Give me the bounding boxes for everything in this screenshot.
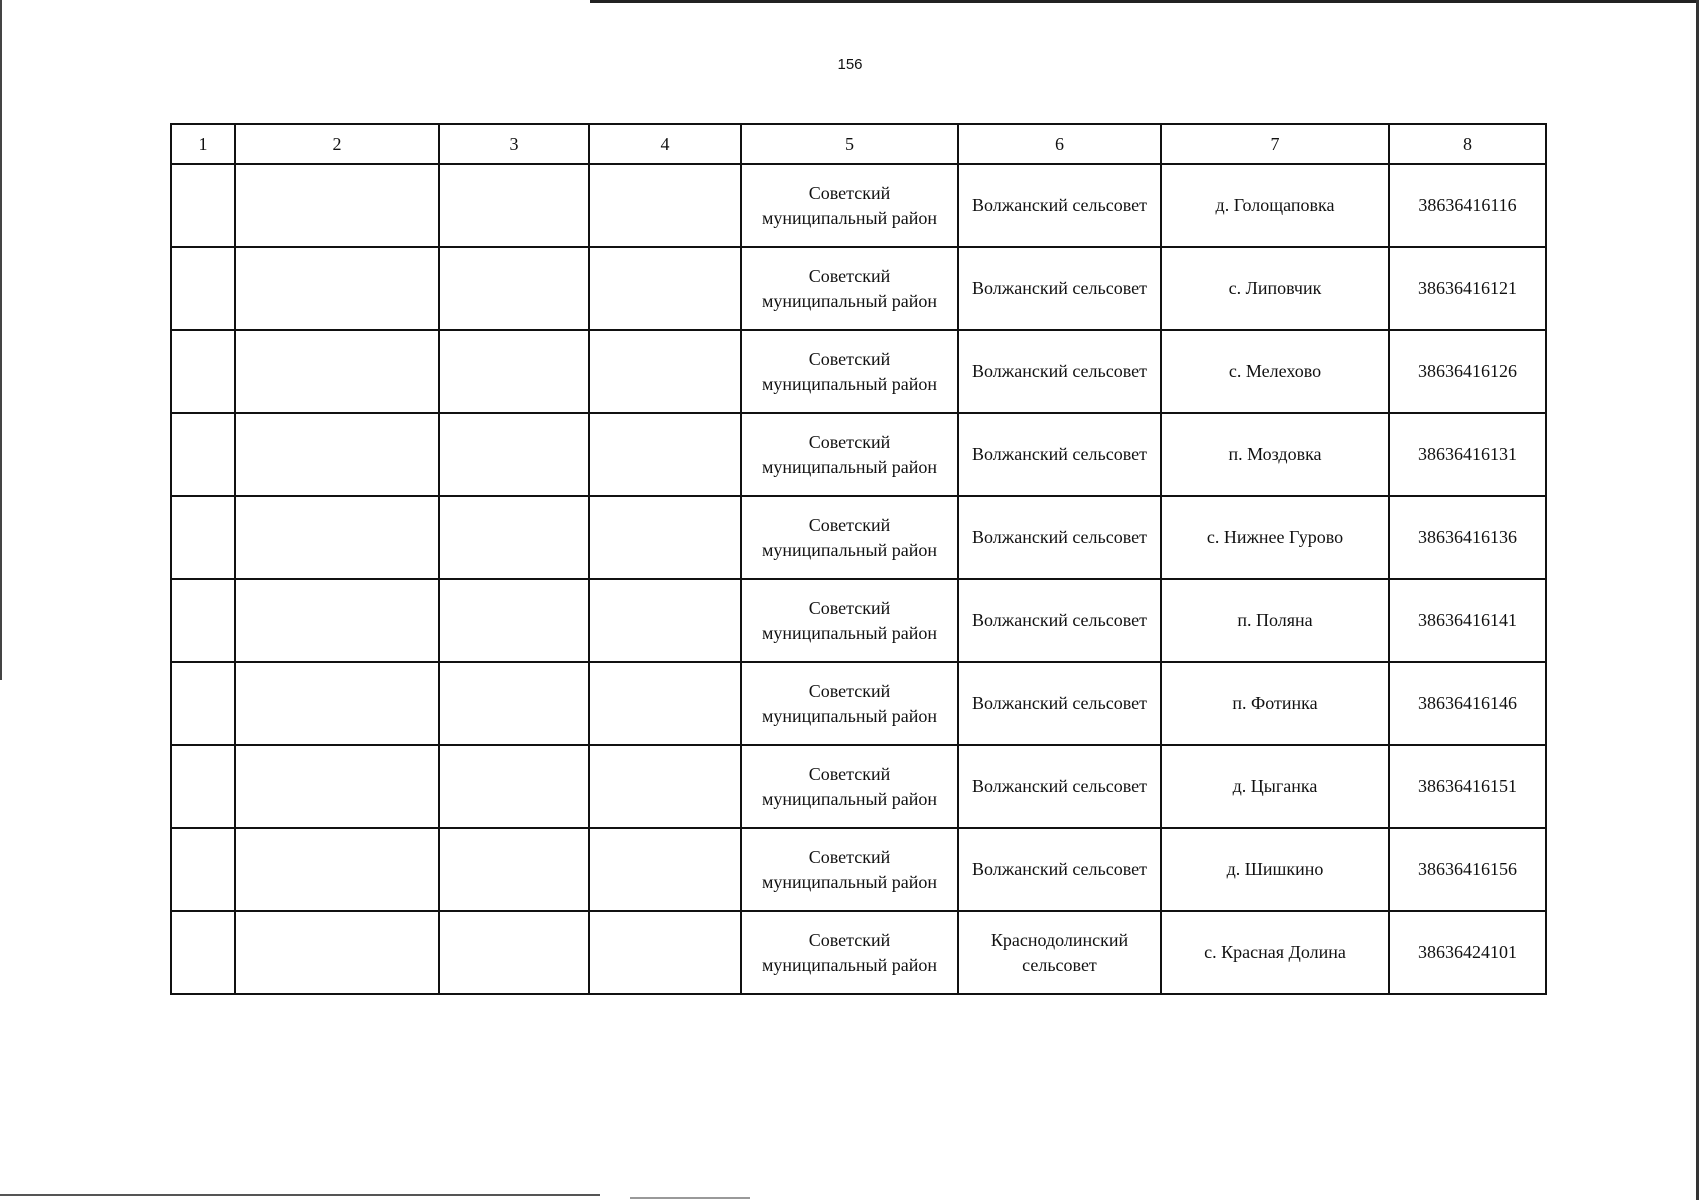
- cell-oktmo-code: 38636416136: [1389, 496, 1546, 579]
- cell-district-line: Советский: [808, 763, 891, 784]
- table-row: [171, 828, 1546, 911]
- cell-col-3: [439, 247, 589, 330]
- scan-edge-bottom-fragment: [630, 1197, 750, 1199]
- cell-district: [741, 828, 958, 911]
- table-row: [171, 247, 1546, 330]
- cell-settlement: [958, 911, 1161, 994]
- cell-col-2: [235, 745, 439, 828]
- cell-district-line: Советский: [808, 929, 891, 950]
- cell-district-line: муниципальный район: [761, 871, 937, 892]
- cell-settlement-line: Волжанский сельсовет: [972, 444, 1147, 464]
- cell-district: [741, 745, 958, 828]
- column-header: 3: [439, 124, 589, 164]
- cell-col-4: [589, 911, 741, 994]
- cell-col-1: [171, 828, 235, 911]
- cell-col-3: [439, 579, 589, 662]
- cell-col-1: [171, 496, 235, 579]
- cell-col-4: [589, 330, 741, 413]
- cell-col-2: [235, 164, 439, 247]
- cell-district-line: муниципальный район: [761, 705, 937, 726]
- cell-col-4: [589, 164, 741, 247]
- cell-oktmo-code: 38636416141: [1389, 579, 1546, 662]
- table-row: [171, 662, 1546, 745]
- cell-oktmo-code: 38636416156: [1389, 828, 1546, 911]
- cell-locality: с. Мелехово: [1161, 330, 1389, 413]
- cell-district-line: Советский: [808, 431, 891, 452]
- cell-settlement-line: Волжанский сельсовет: [972, 859, 1147, 879]
- cell-district: [741, 662, 958, 745]
- cell-district-line: Советский: [808, 514, 891, 535]
- cell-col-1: [171, 164, 235, 247]
- cell-col-2: [235, 330, 439, 413]
- cell-settlement: [958, 413, 1161, 496]
- cell-locality: с. Липовчик: [1161, 247, 1389, 330]
- cell-settlement: [958, 330, 1161, 413]
- cell-district-line: Советский: [808, 846, 891, 867]
- cell-oktmo-code: 38636416131: [1389, 413, 1546, 496]
- cell-settlement: [958, 164, 1161, 247]
- cell-col-2: [235, 662, 439, 745]
- cell-district-line: муниципальный район: [761, 290, 937, 311]
- cell-district: [741, 579, 958, 662]
- cell-locality: д. Голощаповка: [1161, 164, 1389, 247]
- cell-oktmo-code: 38636424101: [1389, 911, 1546, 994]
- cell-col-3: [439, 164, 589, 247]
- cell-district-line: муниципальный район: [761, 456, 937, 477]
- column-header: 5: [741, 124, 958, 164]
- cell-settlement-line: Волжанский сельсовет: [972, 776, 1147, 796]
- cell-settlement: [958, 662, 1161, 745]
- column-header: 2: [235, 124, 439, 164]
- cell-col-1: [171, 330, 235, 413]
- cell-district: [741, 911, 958, 994]
- cell-locality: с. Нижнее Гурово: [1161, 496, 1389, 579]
- table-body: [171, 164, 1546, 994]
- cell-district: [741, 330, 958, 413]
- cell-district-line: Советский: [808, 182, 891, 203]
- cell-district-line: муниципальный район: [761, 539, 937, 560]
- cell-settlement-line: Краснодолинский: [990, 929, 1129, 950]
- cell-settlement-line: Волжанский сельсовет: [972, 195, 1147, 215]
- registry-table: [170, 123, 1547, 995]
- cell-col-3: [439, 745, 589, 828]
- table-row: [171, 911, 1546, 994]
- cell-settlement-line: сельсовет: [1022, 954, 1097, 975]
- cell-col-1: [171, 413, 235, 496]
- cell-oktmo-code: 38636416151: [1389, 745, 1546, 828]
- table-row: [171, 496, 1546, 579]
- cell-col-1: [171, 911, 235, 994]
- cell-district-line: муниципальный район: [761, 788, 937, 809]
- cell-settlement: [958, 579, 1161, 662]
- cell-settlement: [958, 745, 1161, 828]
- cell-district-line: муниципальный район: [761, 373, 937, 394]
- cell-col-3: [439, 496, 589, 579]
- cell-settlement: [958, 828, 1161, 911]
- cell-settlement-line: Волжанский сельсовет: [972, 278, 1147, 298]
- column-number-row: [171, 124, 1546, 164]
- cell-settlement-line: Волжанский сельсовет: [972, 361, 1147, 381]
- cell-col-1: [171, 247, 235, 330]
- table-row: [171, 330, 1546, 413]
- column-header: 7: [1161, 124, 1389, 164]
- column-header: 6: [958, 124, 1161, 164]
- cell-oktmo-code: 38636416116: [1389, 164, 1546, 247]
- cell-locality: п. Фотинка: [1161, 662, 1389, 745]
- cell-settlement-line: Волжанский сельсовет: [972, 610, 1147, 630]
- cell-col-4: [589, 413, 741, 496]
- page-number: 156: [837, 56, 863, 73]
- cell-col-2: [235, 911, 439, 994]
- cell-settlement-line: Волжанский сельсовет: [972, 693, 1147, 713]
- cell-district-line: муниципальный район: [761, 622, 937, 643]
- cell-locality: с. Красная Долина: [1161, 911, 1389, 994]
- table-row: [171, 413, 1546, 496]
- cell-col-4: [589, 247, 741, 330]
- cell-district-line: Советский: [808, 597, 891, 618]
- table-row: [171, 164, 1546, 247]
- column-header: 1: [171, 124, 235, 164]
- cell-district-line: Советский: [808, 348, 891, 369]
- cell-col-4: [589, 579, 741, 662]
- cell-col-3: [439, 828, 589, 911]
- cell-oktmo-code: 38636416121: [1389, 247, 1546, 330]
- table-row: [171, 745, 1546, 828]
- cell-col-2: [235, 496, 439, 579]
- cell-locality: д. Шишкино: [1161, 828, 1389, 911]
- cell-col-2: [235, 413, 439, 496]
- column-header: 4: [589, 124, 741, 164]
- cell-settlement: [958, 247, 1161, 330]
- cell-col-1: [171, 579, 235, 662]
- cell-col-4: [589, 496, 741, 579]
- scan-edge-top: [590, 0, 1699, 3]
- cell-col-4: [589, 828, 741, 911]
- cell-col-2: [235, 247, 439, 330]
- table-row: [171, 579, 1546, 662]
- cell-district: [741, 496, 958, 579]
- scan-edge-left: [0, 0, 2, 680]
- cell-oktmo-code: 38636416126: [1389, 330, 1546, 413]
- cell-col-4: [589, 662, 741, 745]
- cell-col-1: [171, 662, 235, 745]
- cell-col-1: [171, 745, 235, 828]
- cell-district-line: Советский: [808, 265, 891, 286]
- cell-locality: д. Цыганка: [1161, 745, 1389, 828]
- cell-col-2: [235, 828, 439, 911]
- cell-col-2: [235, 579, 439, 662]
- cell-locality: п. Моздовка: [1161, 413, 1389, 496]
- cell-district: [741, 247, 958, 330]
- cell-col-3: [439, 911, 589, 994]
- cell-settlement: [958, 496, 1161, 579]
- cell-district-line: Советский: [808, 680, 891, 701]
- cell-col-3: [439, 413, 589, 496]
- cell-col-3: [439, 330, 589, 413]
- cell-district: [741, 413, 958, 496]
- cell-col-3: [439, 662, 589, 745]
- cell-settlement-line: Волжанский сельсовет: [972, 527, 1147, 547]
- cell-district: [741, 164, 958, 247]
- cell-district-line: муниципальный район: [761, 954, 937, 975]
- cell-district-line: муниципальный район: [761, 207, 937, 228]
- cell-col-4: [589, 745, 741, 828]
- scan-edge-bottom: [0, 1194, 600, 1196]
- cell-locality: п. Поляна: [1161, 579, 1389, 662]
- cell-oktmo-code: 38636416146: [1389, 662, 1546, 745]
- column-header: 8: [1389, 124, 1546, 164]
